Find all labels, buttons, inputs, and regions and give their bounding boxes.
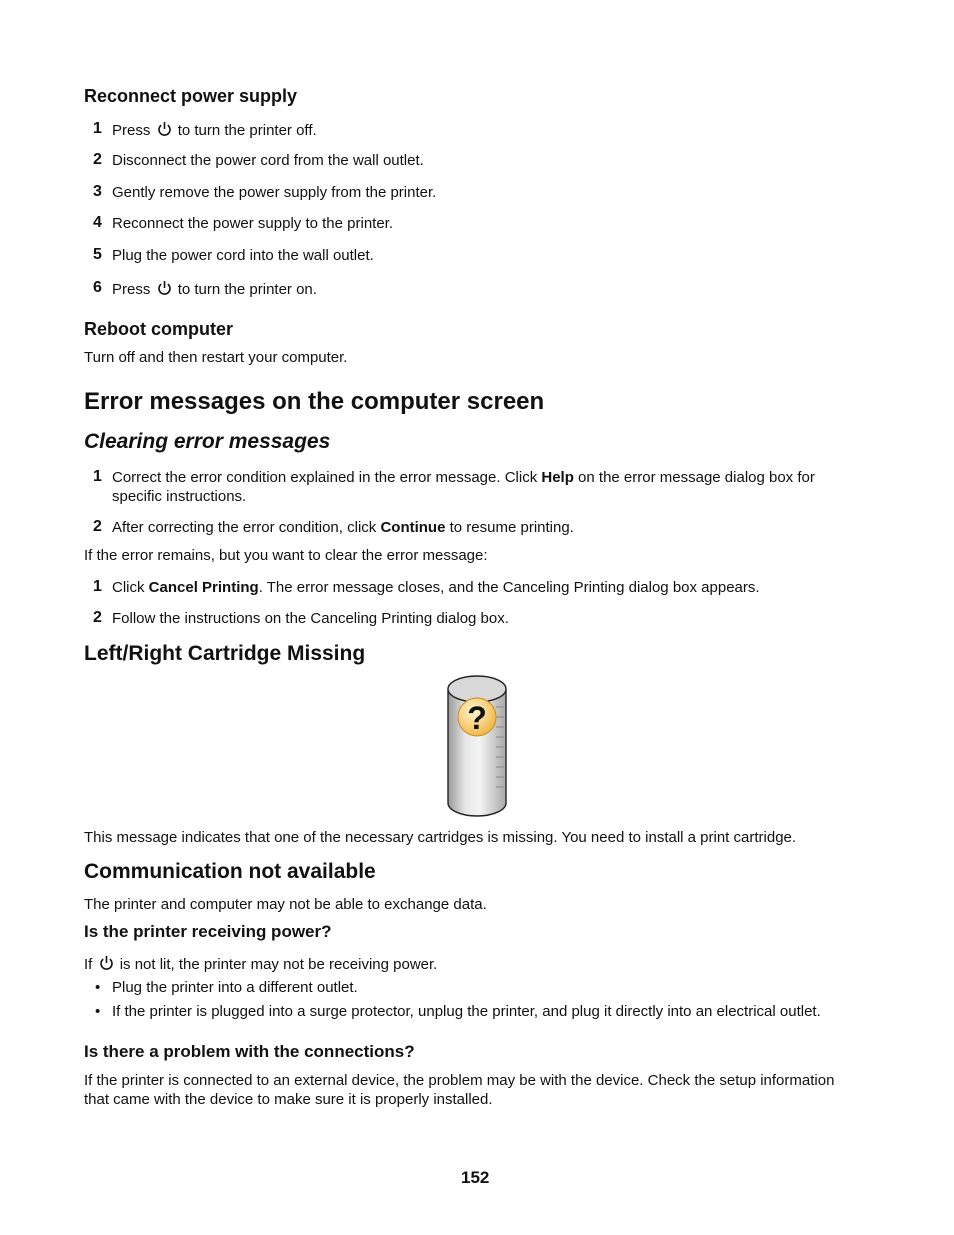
step-text: Reconnect the power supply to the printer. xyxy=(112,215,394,232)
step-number: 1 xyxy=(93,468,102,485)
reboot-text: Turn off and then restart your computer. xyxy=(84,349,348,366)
error-remains-text: If the error remains, but you want to clear the error message: xyxy=(84,547,488,564)
communication-heading: Communication not available xyxy=(84,860,376,883)
question-mark: ? xyxy=(467,700,487,736)
help-label: Help xyxy=(541,469,574,486)
power-text-after: is not lit, the printer may not be receiving power. xyxy=(119,956,438,973)
step-text-part: After correcting the error condition, click xyxy=(112,519,381,536)
step-number: 5 xyxy=(93,246,102,263)
cartridge-text: This message indicates that one of the necessary cartridges is missing. You need to install a print cartridge. xyxy=(84,829,797,846)
step-number: 4 xyxy=(93,214,102,231)
step-text xyxy=(112,121,317,139)
step-text-continued: specific instructions. xyxy=(112,488,247,505)
bullet-dot: • xyxy=(95,979,101,996)
step-text: Disconnect the power cord from the wall outlet. xyxy=(112,152,424,169)
step-number: 1 xyxy=(93,578,102,595)
connections-text: If the printer is connected to an external device, the problem may be with the device. Check the setup information xyxy=(84,1072,835,1089)
clearing-heading: Clearing error messages xyxy=(84,430,331,453)
reboot-heading: Reboot computer xyxy=(84,319,234,339)
bullet-text: If the printer is plugged into a surge protector, unplug the printer, and plug it directly into an electrical outlet. xyxy=(112,1003,821,1020)
step-text: Gently remove the power supply from the printer. xyxy=(112,184,437,201)
step-text xyxy=(112,280,317,298)
step-text-after: to turn the printer off. xyxy=(177,122,317,139)
step-number: 1 xyxy=(93,120,102,137)
bullet-text: Plug the printer into a different outlet. xyxy=(112,979,358,996)
step-text-before: Press xyxy=(112,122,151,139)
step-text-after: to turn the printer on. xyxy=(177,281,317,298)
step-text xyxy=(112,579,760,596)
step-number: 2 xyxy=(93,609,102,626)
continue-label: Continue xyxy=(380,519,446,536)
step-text-part: on the error message dialog box for xyxy=(573,469,815,486)
cartridge-heading: Left/Right Cartridge Missing xyxy=(84,642,366,665)
step-text-before: Press xyxy=(112,281,151,298)
step-text xyxy=(112,469,815,486)
power-heading: Is the printer receiving power? xyxy=(84,922,332,941)
power-text-before: If xyxy=(84,956,93,973)
cancel-printing-label: Cancel Printing xyxy=(148,579,259,596)
missing-cartridge-icon xyxy=(446,673,508,819)
connections-text-continued: that came with the device to make sure it is properly installed. xyxy=(84,1091,493,1108)
power-icon xyxy=(157,280,172,296)
step-number: 6 xyxy=(93,279,102,296)
step-text: Plug the power cord into the wall outlet. xyxy=(112,247,374,264)
communication-text: The printer and computer may not be able to exchange data. xyxy=(84,896,487,913)
step-number: 3 xyxy=(93,183,102,200)
step-text: Follow the instructions on the Canceling Printing dialog box. xyxy=(112,610,509,627)
power-icon xyxy=(99,955,114,971)
step-number: 2 xyxy=(93,151,102,168)
step-text-part: Correct the error condition explained in the error message. Click xyxy=(112,469,542,486)
step-text xyxy=(112,519,574,536)
step-text-part: . The error message closes, and the Canceling Printing dialog box appears. xyxy=(258,579,760,596)
step-text-part: Click xyxy=(112,579,149,596)
step-number: 2 xyxy=(93,518,102,535)
reconnect-heading: Reconnect power supply xyxy=(84,86,298,106)
power-text xyxy=(84,955,437,973)
bullet-dot: • xyxy=(95,1003,101,1020)
step-text-part: to resume printing. xyxy=(445,519,574,536)
power-icon xyxy=(157,121,172,137)
connections-heading: Is there a problem with the connections? xyxy=(84,1042,415,1061)
section-title: Error messages on the computer screen xyxy=(84,388,545,415)
page-number: 152 xyxy=(461,1168,490,1187)
